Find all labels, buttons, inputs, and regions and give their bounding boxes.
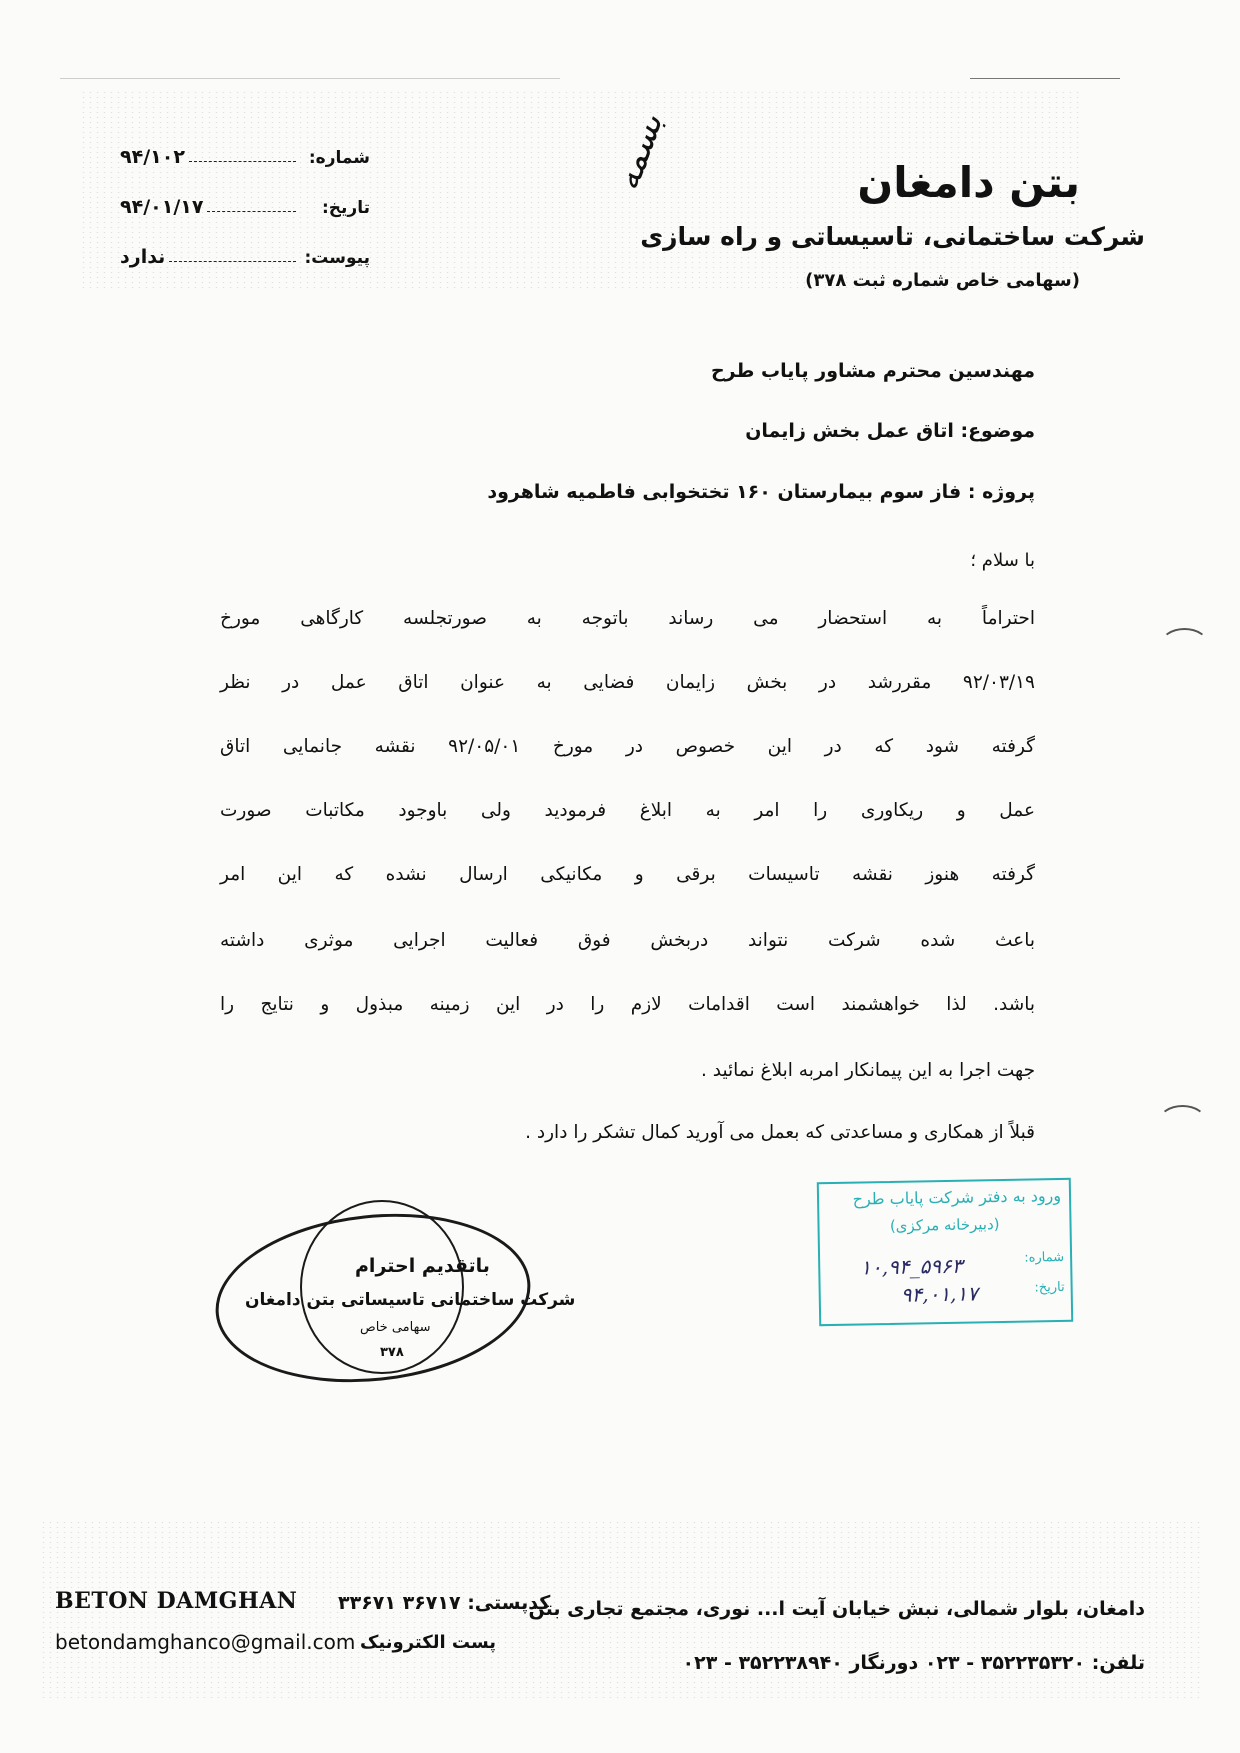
body-line: گرفته هنوز نقشه تاسیسات برقی و مکانیکی ارسال نشده که این امر xyxy=(220,864,1035,885)
company-description: شرکت ساختمانی، تاسیساتی و راه سازی xyxy=(640,222,1145,251)
meta-attachment-row xyxy=(120,238,370,268)
meta-date-fill xyxy=(207,210,296,212)
meta-attachment-fill xyxy=(169,260,296,262)
meta-date-label: تاریخ: xyxy=(322,198,370,218)
body-line: باعث شده شرکت نتواند دربخش فوق فعالیت اجرایی موثری داشته xyxy=(220,930,1035,951)
footer-postal-code: کدپستی: ۳۶۷۱۷ ۳۳۶۷۱ xyxy=(338,1592,551,1614)
reception-stamp-number-value: ۱۰,۹۴_۵۹۶۳ xyxy=(860,1253,963,1280)
footer-email-label: پست الکترونیک xyxy=(360,1632,497,1653)
company-name: بتن دامغان xyxy=(857,158,1080,207)
company-stamp-type: سهامی خاص xyxy=(360,1320,431,1335)
top-rule-right xyxy=(970,78,1120,79)
meta-attachment-label: پیوست: xyxy=(304,248,370,268)
meta-number-fill xyxy=(189,160,296,162)
meta-number-label: شماره: xyxy=(308,148,370,168)
meta-attachment-value: ندارد xyxy=(120,246,166,268)
margin-mark xyxy=(1160,628,1209,662)
company-stamp-company: شرکت ساختمانی تاسیساتی بتن دامغان xyxy=(245,1290,576,1310)
meta-number-value: ۹۴/۱۰۲ xyxy=(120,146,185,168)
letter-subject: موضوع: اتاق عمل بخش زایمان xyxy=(745,420,1035,442)
reception-stamp-subtitle: (دبیرخانه مرکزی) xyxy=(889,1215,1000,1235)
reception-stamp-date-value: ۹۴,۰۱,۱۷ xyxy=(900,1281,979,1307)
top-rule-left xyxy=(60,78,560,79)
reception-stamp xyxy=(817,1178,1073,1326)
letter-addressee: مهندسین محترم مشاور پایاب طرح xyxy=(710,360,1035,382)
margin-mark xyxy=(1158,1105,1207,1139)
body-line: عمل و ریکاوری را امر به ابلاغ فرمودید ولی باوجود مکاتبات صورت xyxy=(220,800,1035,821)
company-stamp-regards: باتقدیم احترام xyxy=(355,1255,490,1277)
meta-number-row xyxy=(120,138,370,168)
letter-project: پروژه : فاز سوم بیمارستان ۱۶۰ تختخوابی فاطمیه شاهرود xyxy=(487,481,1035,503)
letter-closing: قبلاً از همکاری و مساعدتی که بعمل می آورید کمال تشکر را دارد . xyxy=(525,1122,1035,1143)
body-line: ۹۲/۰۳/۱۹ مقررشد در بخش زایمان فضایی به عنوان اتاق عمل در نظر xyxy=(220,672,1035,693)
body-line: احتراماً به استحضار می رساند باتوجه به صورتجلسه کارگاهی مورخ xyxy=(220,608,1035,629)
reception-stamp-title: ورود به دفتر شرکت پایاب طرح xyxy=(852,1185,1062,1209)
meta-date-row xyxy=(120,188,370,218)
footer-phone: تلفن: ۳۵۲۲۳۵۳۲۰ - ۰۲۳ دورنگار ۳۵۲۲۳۸۹۴۰ - ۰۲۳ xyxy=(682,1652,1145,1674)
meta-date-value: ۹۴/۰۱/۱۷ xyxy=(120,196,204,218)
body-line: باشد. لذا خواهشمند است اقدامات لازم را در این زمینه مبذول و نتایج را xyxy=(220,994,1035,1015)
body-line: گرفته شود که در این خصوص در مورخ ۹۲/۰۵/۰۱ نقشه جانمایی اتاق xyxy=(220,736,1035,757)
company-stamp-number: ۳۷۸ xyxy=(380,1345,404,1360)
letter-greeting: با سلام ؛ xyxy=(970,550,1035,571)
reception-stamp-date-label: تاریخ: xyxy=(1034,1279,1065,1296)
body-line: جهت اجرا به این پیمانکار امربه ابلاغ نمائید . xyxy=(700,1060,1035,1081)
reception-stamp-number-label: شماره: xyxy=(1024,1249,1065,1266)
header-signature-mark: بسمه xyxy=(606,108,671,196)
footer-brand: BETON DAMGHAN xyxy=(55,1588,298,1614)
company-registration: (سهامی خاص شماره ثبت ۳۷۸) xyxy=(805,270,1080,291)
footer-email: betondamghanco@gmail.com xyxy=(55,1630,356,1654)
footer-address: دامغان، بلوار شمالی، نبش خیابان آیت ا... نوری، مجتمع تجاری بتن xyxy=(528,1598,1145,1620)
